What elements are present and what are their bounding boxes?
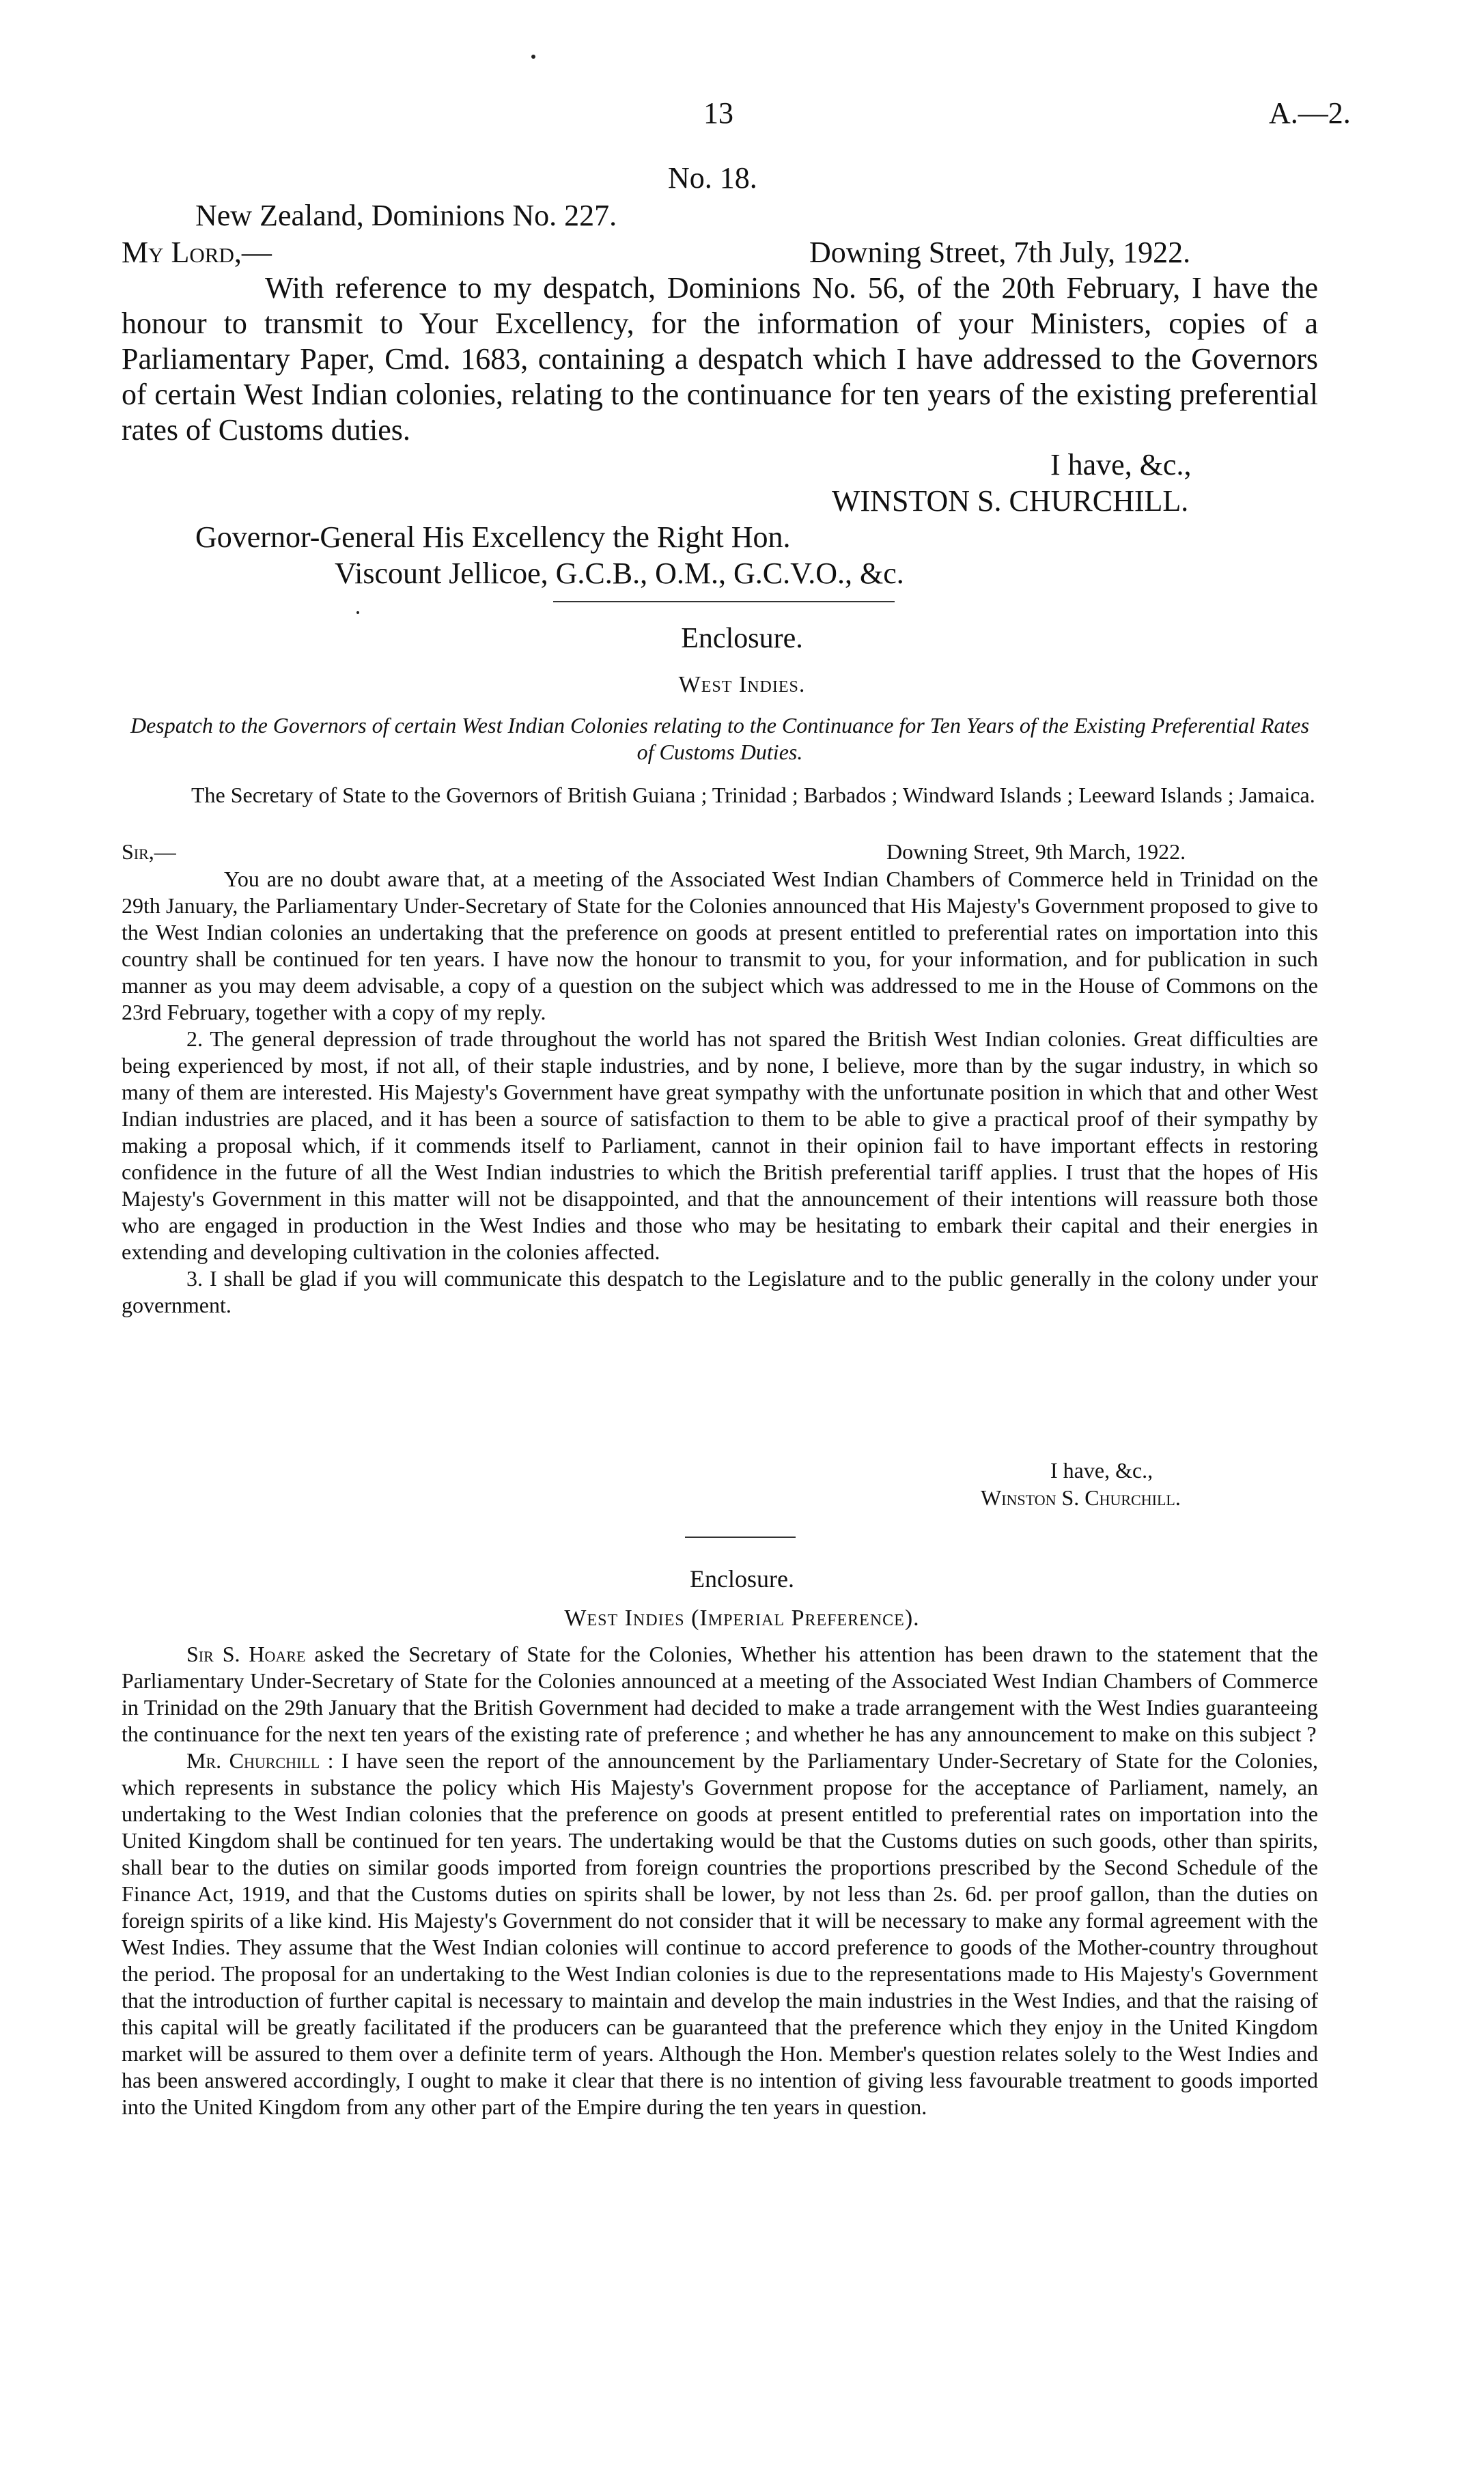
enclosure2-subheading: West Indies (Imperial Preference).: [564, 1605, 920, 1631]
despatch-closing: I have, &c.,: [1050, 448, 1192, 481]
enclosure1-para1: You are no doubt aware that, at a meeting of the Associated West Indian Chambers of Commerce held in Trinidad on the 29th January, the Parliamentary Under-Secretary of State for the Colonies announced that His Majesty's Government proposed to give to the West Indian colonies an undertaking that the preference on goods at present entitled to preferential rates on importation into this country shall be continued for ten years. I have now the honour to transmit to you, for your information, and for publication in such manner as you may deem advisable, a copy of a question on the subject which was addressed to me in the House of Commons on the 23rd February, together with a copy of my reply.: [122, 867, 1318, 1024]
enclosure1-place-date: Downing Street, 9th March, 1922.: [886, 839, 1186, 864]
enclosure1-para2: 2. The general depression of trade throughout the world has not spared the British West Indian colonies. Great difficulties are being experienced by most, if not all, of their staple industries, and by none, I believe, more than by the sugar industry, in which so many of them are interested. His Majesty's Government have great sympathy with the unfortunate position in which that and other West Indian industries are placed, and it has been a source of satisfaction to them to be able to give a practical proof of their sympathy by making a proposal which, if it commends itself to Parliament, cannot in their opinion fail to have important effects in restoring confidence in the future of all the West Indian industries to which the British preferential tariff applies. I trust that the hopes of His Majesty's Government in this matter will not be disappointed, and that the announcement of their intentions will reassure both those who are engaged in production in the West Indies and those who may be hesitating to embark their capital and their energies in extending and developing cultivation in the colonies affected.: [122, 1026, 1318, 1264]
answer-text: I have seen the report of the announcement by the Parliamentary Under-Secretary of State for the Colonies, which represents in substance the policy which His Majesty's Government propose for the acceptance of Parliament, namely, an undertaking to the West Indian colonies that the preference on goods at present entitled to preferential rates on importation into the United Kingdom shall be continued for ten years. The undertaking would be that the Customs duties on such goods, other than spirits, shall bear to the duties on similar goods imported from foreign countries the proportions prescribed by the Second Schedule of the Finance Act, 1919, and that the Customs duties on spirits shall be lower, by not less than 2s. 6d. per proof gallon, than the duties on foreign spirits of a like kind. His Majesty's Government do not consider that it will be necessary to make any formal agreement with the West Indies. They assume that the West Indian colonies will continue to accord preference to goods of the Mother-country throughout the period. The proposal for an undertaking to the West Indian colonies is due to the representations made to His Majesty's Government that the introduction of further capital is necessary to maintain and develop the main industries in the West Indies, and that the raising of this capital will be greatly facilitated if the producers can be guaranteed that the preference which they enjoy in the United Kingdom market will be assured to them over a definite term of years. Although the Hon. Member's question relates solely to the West Indies and has been answered accordingly, I ought to make it clear that there is no intention of giving less favourable treatment to goods imported into the United Kingdom from any other part of the Empire during the ten years in question.: [122, 1748, 1319, 2119]
question-speaker: Sir S. Hoare: [186, 1642, 306, 1666]
despatch-place-date: Downing Street, 7th July, 1922.: [809, 236, 1191, 269]
despatch-series: New Zealand, Dominions No. 227.: [195, 199, 617, 232]
stray-mark: [356, 611, 359, 614]
enclosure1-body: [122, 866, 1318, 1319]
answer-speaker: Mr. Churchill :: [186, 1748, 334, 1773]
enclosure1-recipients: [191, 782, 1318, 809]
despatch-addressee-line2: Viscount Jellicoe, G.C.B., O.M., G.C.V.O., &c.: [335, 557, 904, 590]
despatch-body: [122, 270, 1318, 448]
enclosure1-salutation: Sir,—: [122, 839, 176, 864]
document-reference: A.—2.: [1269, 96, 1351, 130]
enclosure1-para3: 3. I shall be glad if you will communicate this despatch to the Legislature and to the public generally in the colony under your government.: [122, 1266, 1318, 1317]
despatch-body-text: With reference to my despatch, Dominions No. 56, of the 20th February, I have the honour to transmit to Your Excellency, for the information of your Ministers, copies of a Parliamentary Paper, Cmd. 1683, containing a despatch which I have addressed to the Governors of certain West Indian colonies, relating to the continuance for ten years of the existing preferential rates of Customs duties.: [122, 271, 1318, 447]
stray-mark: [531, 55, 535, 59]
enclosure2-body: [122, 1641, 1318, 2120]
question-paragraph: [122, 1641, 1318, 1748]
divider: [553, 601, 895, 602]
page-number: 13: [703, 96, 733, 130]
enclosure1-heading: Enclosure.: [681, 623, 803, 654]
enclosure2-heading: Enclosure.: [690, 1565, 794, 1593]
despatch-salutation: My Lord,—: [122, 236, 272, 269]
question-text: asked the Secretary of State for the Colonies, Whether his attention has been drawn to the statement that the Parliamentary Under-Secretary of State for the Colonies announced at a meeting of the Associated West Indian Chambers of Commerce in Trinidad on the 29th January that the British Government had decided to make a trade arrangement with the West Indies guaranteeing the continuance for the next ten years of the existing rate of preference ; and whether he has any announcement to make on this subject ?: [122, 1642, 1319, 1746]
enclosure1-signature: Winston S. Churchill.: [981, 1485, 1181, 1510]
divider: [685, 1537, 796, 1538]
enclosure1-title: Despatch to the Governors of certain West Indian Colonies relating to the Continuance for Ten Years of the Existing Preferential Rates of Customs Duties.: [130, 713, 1310, 764]
recipients-text: The Secretary of State to the Governors of British Guiana ; Trinidad ; Barbados ; Windward Islands ; Leeward Islands ; Jamaica.: [191, 783, 1315, 807]
enclosure1-closing: I have, &c.,: [1050, 1458, 1153, 1483]
enclosure1-subheading: West Indies.: [678, 672, 806, 697]
answer-paragraph: [122, 1748, 1318, 2120]
despatch-addressee-line1: Governor-General His Excellency the Right Hon.: [195, 520, 791, 554]
despatch-number: No. 18.: [668, 161, 757, 195]
despatch-signature: WINSTON S. CHURCHILL.: [832, 484, 1189, 518]
